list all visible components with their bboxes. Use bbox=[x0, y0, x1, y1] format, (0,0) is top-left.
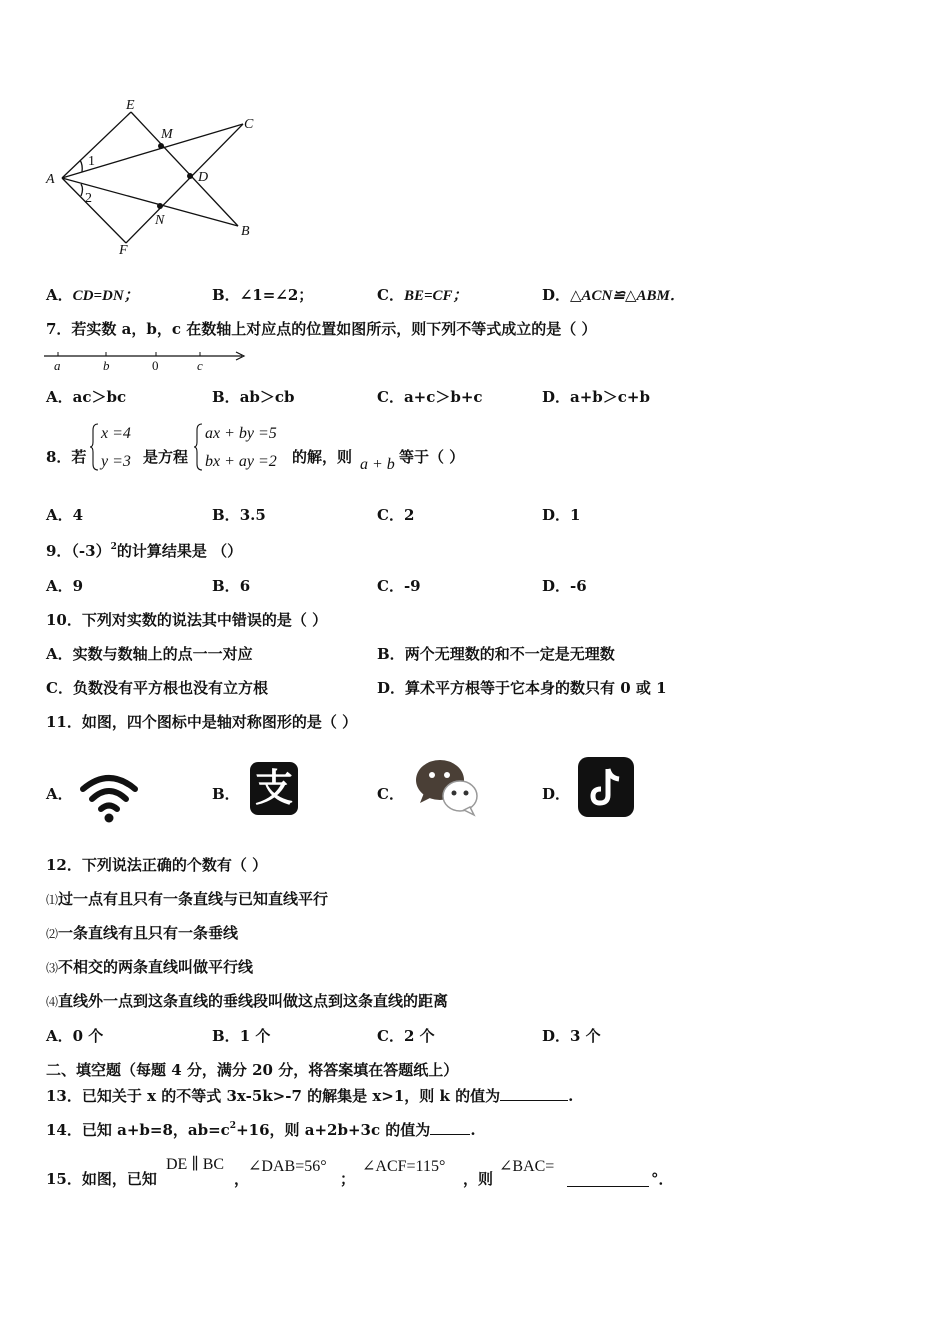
point-N bbox=[157, 203, 163, 209]
label-A: A bbox=[46, 172, 55, 187]
q15-sep3: ，则 bbox=[463, 1170, 494, 1188]
brace-2 bbox=[194, 422, 204, 472]
q15-answer-blank[interactable] bbox=[567, 1174, 649, 1187]
tiktok-icon bbox=[578, 757, 634, 817]
section-2-title: 二、填空题（每题 4 分，满分 20 分，将答案填在答题纸上） bbox=[46, 1061, 459, 1079]
point-M bbox=[158, 143, 164, 149]
label-N: N bbox=[155, 213, 165, 228]
geometry-figure-q6 bbox=[40, 92, 280, 267]
q15-angle-bac: ∠BAC= bbox=[499, 1158, 555, 1175]
label-B: B bbox=[241, 224, 250, 239]
q7-option-d: D．a+b＞c+b bbox=[542, 388, 650, 406]
q8-expr: a + b bbox=[360, 456, 395, 473]
q8-option-b: B．3.5 bbox=[212, 506, 266, 524]
q8-sys2-line1: ax + by =5 bbox=[205, 425, 277, 442]
angle-1-arc bbox=[80, 160, 82, 172]
q6-option-a: A．CD=DN； bbox=[46, 286, 139, 304]
q9-option-a: A．9 bbox=[46, 577, 84, 595]
q6-option-b: B．∠1=∠2； bbox=[212, 286, 314, 304]
q13-answer-blank[interactable] bbox=[500, 1088, 568, 1101]
alipay-icon bbox=[250, 762, 298, 815]
q15-angle-acf: ∠ACF=115° bbox=[362, 1158, 446, 1175]
q12-stem: 12．下列说法正确的个数有（ ） bbox=[46, 856, 268, 874]
q13-stem: 13．已知关于 x 的不等式 3x-5k>-7 的解集是 x>1，则 k 的值为 . bbox=[46, 1087, 574, 1105]
q10-option-c: C．负数没有平方根也没有立方根 bbox=[46, 679, 268, 697]
q6-option-d: D．△ACN≌△ABM． bbox=[542, 286, 685, 304]
q8-prefix: 8．若 bbox=[46, 448, 87, 466]
label-F: F bbox=[119, 243, 128, 258]
q7-option-c: C．a+c＞b+c bbox=[377, 388, 483, 406]
q12-option-d: D．3 个 bbox=[542, 1027, 601, 1045]
label-E: E bbox=[126, 98, 135, 113]
q8-sys2-line2: bx + ay =2 bbox=[205, 453, 277, 470]
label-M: M bbox=[161, 127, 173, 142]
q12-option-a: A．0 个 bbox=[46, 1027, 104, 1045]
numberline-label-a: a bbox=[54, 358, 61, 373]
angle-2-arc bbox=[81, 184, 83, 196]
q11-option-a-letter: A． bbox=[46, 785, 73, 803]
q11-stem: 11．如图，四个图标中是轴对称图形的是（ ） bbox=[46, 713, 358, 731]
q15-parallel: DE ∥ BC bbox=[166, 1156, 225, 1173]
numberline-label-c: c bbox=[197, 358, 203, 373]
q9-option-b: B．6 bbox=[212, 577, 251, 595]
q10-option-b: B．两个无理数的和不一定是无理数 bbox=[377, 645, 615, 663]
q8-mid: 是方程 bbox=[143, 448, 189, 466]
q8-suffix1: 的解，则 bbox=[292, 448, 353, 466]
q7-option-a: A．ac＞bc bbox=[46, 388, 127, 406]
wechat-icon bbox=[414, 757, 480, 819]
q15-angle-dab: ∠DAB=56° bbox=[248, 1158, 327, 1175]
q8-sys1-line2: y =3 bbox=[101, 453, 131, 470]
q8-option-c: C．2 bbox=[377, 506, 415, 524]
q8-option-d: D．1 bbox=[542, 506, 581, 524]
q12-statement-4: ⑷直线外一点到这条直线的垂线段叫做这点到这条直线的距离 bbox=[46, 992, 449, 1010]
alipay-glyph: 支 bbox=[254, 766, 293, 810]
q12-statement-2: ⑵一条直线有且只有一条垂线 bbox=[46, 924, 239, 942]
numberline-label-zero: 0 bbox=[152, 358, 159, 373]
q9-stem: 9．$(-3)^2$的计算结果是 （） bbox=[46, 542, 243, 560]
point-D bbox=[187, 173, 193, 179]
q15-prefix: 15．如图，已知 bbox=[46, 1170, 157, 1188]
q9-option-c: C．-9 bbox=[377, 577, 421, 595]
q12-statement-1: ⑴过一点有且只有一条直线与已知直线平行 bbox=[46, 890, 329, 908]
q10-option-d: D．算术平方根等于它本身的数只有 0 或 1 bbox=[377, 679, 667, 697]
numberline-label-b: b bbox=[103, 358, 110, 373]
q7-stem: 7．若实数 a，b，c 在数轴上对应点的位置如图所示，则下列不等式成立的是（ ） bbox=[46, 320, 597, 338]
q15-end: °． bbox=[651, 1170, 674, 1188]
label-D: D bbox=[198, 170, 209, 185]
q14-answer-blank[interactable] bbox=[430, 1122, 470, 1135]
q10-stem: 10．下列对实数的说法其中错误的是（ ） bbox=[46, 611, 328, 629]
q12-option-b: B．1 个 bbox=[212, 1027, 271, 1045]
q11-option-b-letter: B． bbox=[212, 785, 240, 803]
q11-option-c-letter: C． bbox=[377, 785, 404, 803]
q11-option-d-letter: D． bbox=[542, 785, 571, 803]
q10-option-a: A．实数与数轴上的点一一对应 bbox=[46, 645, 253, 663]
q15-sep2: ； bbox=[340, 1170, 356, 1188]
label-angle-2: 2 bbox=[85, 191, 92, 206]
q8-option-a: A．4 bbox=[46, 506, 84, 524]
brace-1 bbox=[90, 422, 100, 472]
q8-suffix2: 等于（ ） bbox=[399, 448, 465, 466]
q12-statement-3: ⑶不相交的两条直线叫做平行线 bbox=[46, 958, 254, 976]
q12-option-c: C．2 个 bbox=[377, 1027, 435, 1045]
label-angle-1: 1 bbox=[88, 154, 95, 169]
label-C: C bbox=[244, 117, 254, 132]
wifi-icon bbox=[79, 771, 139, 825]
q15-sep1: ， bbox=[234, 1170, 250, 1188]
q6-option-c: C．BE=CF； bbox=[377, 286, 468, 304]
line-EB bbox=[131, 112, 238, 226]
q8-sys1-line1: x =4 bbox=[101, 425, 131, 442]
q14-stem: 14．已知 a+b=8，$ab=c^2+16$，则 a+2b+3c 的值为 . bbox=[46, 1121, 476, 1139]
line-AF bbox=[62, 178, 126, 243]
q7-option-b: B．ab＞cb bbox=[212, 388, 295, 406]
number-line-q7 bbox=[42, 347, 252, 373]
q9-option-d: D．-6 bbox=[542, 577, 587, 595]
